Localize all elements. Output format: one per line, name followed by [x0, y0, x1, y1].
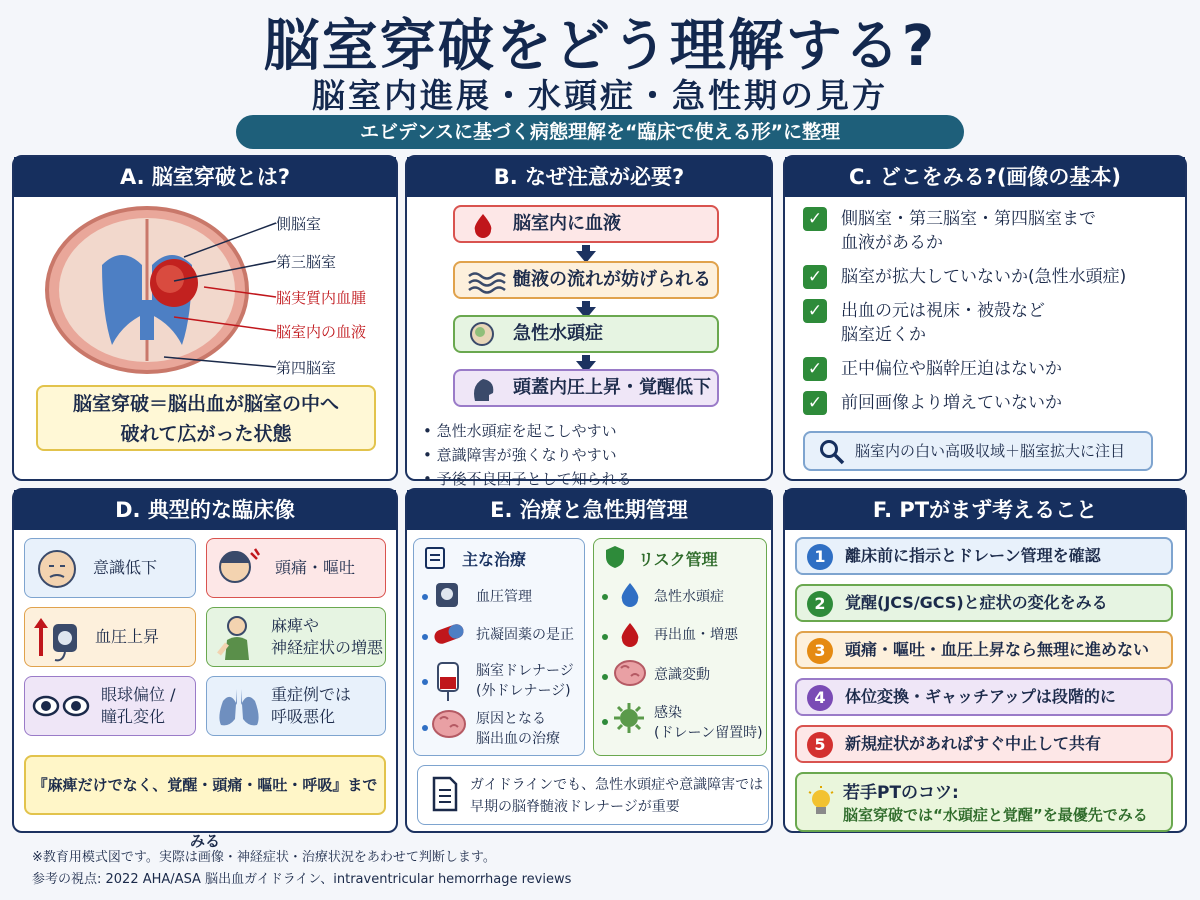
face-icon — [35, 547, 79, 591]
symptom-label-line: 重症例では — [271, 685, 352, 704]
risk-item: 意識変動 — [654, 667, 710, 683]
symptom-card-paralysis — [206, 607, 386, 667]
check-text-line: 前回画像より増えていないか — [841, 393, 1062, 413]
step-text: 離床前に指示とドレーン管理を確認 — [845, 546, 1101, 565]
bullet-dot — [602, 594, 608, 600]
symptom-label-line: 神経症状の増悪 — [271, 638, 384, 657]
bp-monitor-icon — [432, 579, 464, 611]
check-text-line: 側脳室・第三脳室・第四脳室まで — [841, 209, 1096, 229]
treatment-title: 主な治療 — [462, 550, 527, 569]
treatment-item — [476, 661, 574, 701]
symptom-label: 意識低下 — [93, 558, 158, 577]
step-number: 4 — [807, 685, 833, 711]
bullet-dot — [422, 725, 428, 731]
clinical-summary-box: 『麻痺だけでなく、覚醒・頭痛・嘔吐・呼吸』までみる — [24, 755, 386, 815]
brain-icon — [430, 707, 468, 741]
label-leader-lines — [164, 217, 276, 377]
search-note-text: 脳室内の白い高吸収域＋脳室拡大に注目 — [855, 442, 1126, 460]
bullet-dot — [422, 679, 428, 685]
symptom-card-consciousness — [24, 538, 196, 598]
treatment-item-line: (外ドレナージ) — [476, 683, 571, 699]
guideline-line2: 早期の脳脊髄液ドレナージが重要 — [470, 799, 680, 815]
symptom-label: 頭痛・嘔吐 — [275, 558, 356, 577]
headache-icon — [215, 545, 261, 591]
risk-title: リスク管理 — [638, 550, 718, 569]
check-item-3 — [803, 299, 1143, 347]
checkbox-icon: ✓ — [803, 357, 827, 381]
flow-step-4 — [453, 369, 719, 407]
panel-e — [405, 488, 773, 833]
head-brain-icon — [469, 321, 497, 349]
treatment-item: 抗凝固薬の是正 — [476, 627, 574, 643]
symptom-card-eyes — [24, 676, 196, 736]
treatment-item-line: 脳出血の治療 — [476, 731, 560, 747]
treatment-item-line: 原因となる — [476, 711, 546, 727]
panel-c — [783, 155, 1187, 481]
lightbulb-icon — [807, 786, 835, 822]
symptom-label-line: 瞳孔変化 — [101, 707, 166, 726]
footnote-disclaimer: ※教育用模式図です。実際は画像・神経症状・治療状況をあわせて判断します。 — [32, 850, 496, 865]
symptom-label-line: 呼吸悪化 — [271, 707, 336, 726]
check-text-line: 出血の元は視床・被殻など — [841, 301, 1045, 321]
panel-b — [405, 155, 773, 488]
page-subtitle: 脳室内進展・水頭症・急性期の見方 — [312, 76, 888, 115]
symptom-label — [101, 684, 175, 728]
risk-item — [654, 703, 763, 743]
treatment-item: 血圧管理 — [476, 589, 532, 605]
blood-drop-icon — [620, 581, 640, 607]
evidence-banner: エビデンスに基づく病態理解を“臨床で使える形”に整理 — [236, 115, 964, 149]
flow-step-1-label: 脳室内に血液 — [513, 213, 621, 234]
flow-step-4-label: 頭蓋内圧上昇・覚醒低下 — [513, 377, 711, 398]
shield-icon — [604, 544, 626, 570]
step-number: 2 — [807, 591, 833, 617]
symptom-label — [271, 684, 351, 728]
risk-item-line: (ドレーン留置時) — [654, 725, 763, 741]
guideline-line1: ガイドラインでも、急性水頭症や意識障害では — [470, 777, 764, 793]
check-item-5 — [803, 391, 1143, 415]
panel-a-heading: A. 脳室穿破とは? — [14, 157, 396, 197]
flow-step-1 — [453, 205, 719, 243]
step-text: 新規症状があればすぐ中止して共有 — [845, 734, 1102, 753]
panel-b-heading: B. なぜ注意が必要? — [407, 157, 771, 197]
label-hematoma: 脳実質内血腫 — [276, 289, 367, 307]
guideline-box — [417, 765, 769, 825]
blood-drop-icon — [471, 212, 495, 238]
risk-item-line: 感染 — [654, 705, 682, 721]
blood-drop-icon — [620, 621, 640, 647]
document-icon — [432, 776, 458, 812]
bullet-dot — [602, 719, 608, 725]
step-number: 3 — [807, 638, 833, 664]
risk-item: 再出血・増悪 — [654, 627, 738, 643]
definition-box — [36, 385, 376, 451]
footnote-reference: 参考の視点: 2022 AHA/ASA 脳出血ガイドライン、intraventricular hemorrhage reviews — [32, 872, 572, 887]
bullet-dot — [422, 594, 428, 600]
bullet-dot — [602, 674, 608, 680]
checkbox-icon: ✓ — [803, 391, 827, 415]
panel-a — [12, 155, 398, 481]
risk-item: 急性水頭症 — [654, 589, 724, 605]
treatment-item — [476, 709, 560, 749]
check-text-line: 正中偏位や脳幹圧迫はないか — [841, 359, 1062, 379]
panel-e-heading: E. 治療と急性期管理 — [407, 490, 771, 530]
step-text: 頭痛・嘔吐・血圧上昇なら無理に進めない — [845, 640, 1150, 659]
symptom-label — [271, 615, 383, 659]
magnifier-icon — [819, 439, 845, 465]
check-item-1 — [803, 207, 1143, 255]
bullet-item: • 意識障害が強くなりやすい — [423, 446, 617, 464]
flow-step-2-label: 髄液の流れが妨げられる — [513, 269, 711, 290]
check-text-line: 血液があるか — [841, 233, 943, 253]
symptom-card-respiration — [206, 676, 386, 736]
label-third-ventricle: 第三脳室 — [276, 253, 337, 271]
pt-step-2 — [795, 584, 1173, 622]
risk-bullets — [423, 419, 632, 491]
search-note-box — [803, 431, 1153, 471]
tip-title: 若手PTのコツ: — [843, 783, 959, 803]
brain-icon — [612, 657, 648, 689]
pt-tip-box — [795, 772, 1173, 832]
definition-line2: 破れて広がった状態 — [120, 423, 292, 445]
pt-step-3 — [795, 631, 1173, 669]
eyes-icon — [31, 691, 91, 721]
label-fourth-ventricle: 第四脳室 — [276, 359, 337, 377]
treatment-item-line: 脳室ドレナージ — [476, 663, 574, 679]
panel-f-heading: F. PTがまず考えること — [785, 490, 1185, 530]
treatment-subpanel — [413, 538, 585, 756]
pt-step-1 — [795, 537, 1173, 575]
flow-step-2 — [453, 261, 719, 299]
panel-f — [783, 488, 1187, 833]
symptom-label-line: 眼球偏位 / — [101, 685, 176, 704]
bullet-dot — [422, 634, 428, 640]
bullet-item: • 急性水頭症を起こしやすい — [423, 422, 617, 440]
drain-bag-icon — [434, 659, 464, 701]
check-text-line: 脳室が拡大していないか(急性水頭症) — [841, 267, 1127, 287]
paralysis-icon — [215, 614, 261, 662]
flow-step-3 — [453, 315, 719, 353]
blood-pressure-icon — [33, 616, 83, 662]
virus-icon — [612, 701, 646, 735]
definition-line1: 脳室穿破＝脳出血が脳室の中へ — [72, 393, 339, 415]
pt-step-5 — [795, 725, 1173, 763]
label-lateral-ventricle: 側脳室 — [276, 215, 322, 233]
lungs-icon — [215, 683, 263, 731]
page-title: 脳室穿破をどう理解する? — [263, 14, 937, 79]
panel-d-heading: D. 典型的な臨床像 — [14, 490, 396, 530]
checkbox-icon: ✓ — [803, 207, 827, 231]
symptom-label: 血圧上昇 — [95, 627, 160, 646]
symptom-card-bp — [24, 607, 196, 667]
check-item-4 — [803, 357, 1143, 381]
tip-text: 脳室穿破では“水頭症と覚醒”を最優先でみる — [843, 806, 1148, 824]
panel-d — [12, 488, 398, 850]
panel-c-heading: C. どこをみる?(画像の基本) — [785, 157, 1185, 197]
label-intraventricular-blood: 脳室内の血液 — [276, 323, 367, 341]
symptom-label-line: 麻痺や — [271, 616, 320, 635]
pt-step-4 — [795, 678, 1173, 716]
symptom-card-headache — [206, 538, 386, 598]
step-text: 体位変換・ギャッチアップは段階的に — [845, 687, 1116, 706]
risk-subpanel — [593, 538, 767, 756]
bullet-item: • 予後不良因子として知られる — [423, 470, 632, 488]
wave-icon — [467, 271, 501, 293]
bullet-dot — [602, 634, 608, 640]
checkbox-icon: ✓ — [803, 299, 827, 323]
clipboard-icon — [424, 545, 446, 569]
flow-step-3-label: 急性水頭症 — [513, 323, 603, 344]
step-text: 覚醒(JCS/GCS)と症状の変化をみる — [845, 593, 1108, 612]
head-pressure-icon — [469, 375, 497, 403]
checkbox-icon: ✓ — [803, 265, 827, 289]
check-text-line: 脳室近くか — [841, 325, 926, 345]
step-number: 5 — [807, 732, 833, 758]
step-number: 1 — [807, 544, 833, 570]
check-item-2 — [803, 265, 1143, 289]
pill-icon — [432, 619, 468, 649]
